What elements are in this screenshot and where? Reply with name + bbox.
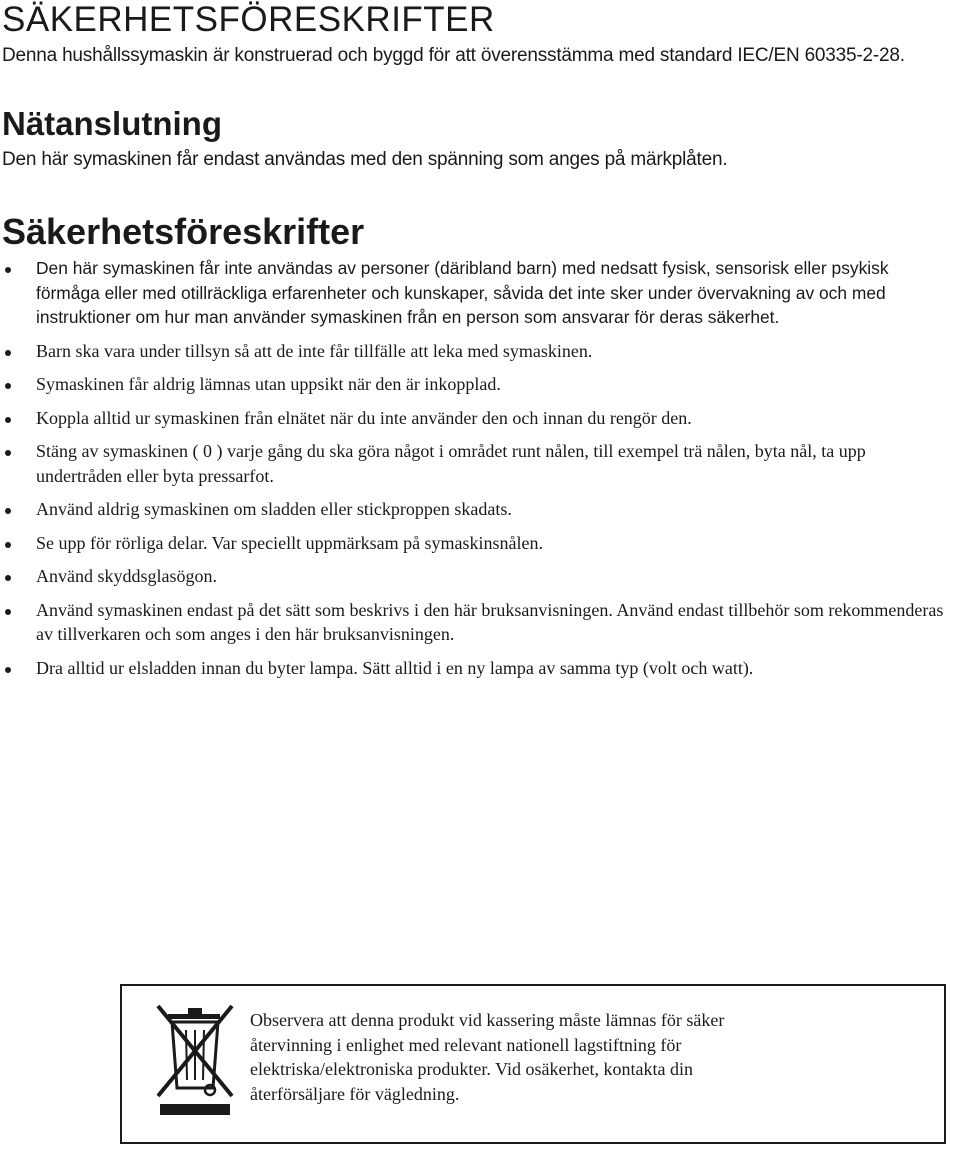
safety-list [0,256,950,689]
safety-item [0,497,950,522]
bullet-icon [5,667,11,673]
bullet-icon [5,508,11,514]
safety-heading: Säkerhetsföreskrifter [2,211,365,252]
bullet-icon [5,609,11,615]
recycling-notice [120,984,946,1144]
safety-item [0,564,950,589]
safety-item-text: Stäng av symaskinen ( 0 ) varje gång du ska göra något i området runt nålen, till exempel trä nålen, byta nål, ta upp undertråden eller byta pressarfot. [36,441,866,486]
bullet-icon [5,450,11,456]
safety-item-text: Använd skyddsglasögon. [36,566,217,586]
safety-item [0,439,950,488]
safety-item-text: Barn ska vara under tillsyn så att de inte får tillfälle att leka med symaskinen. [36,340,593,361]
bullet-icon [5,417,11,423]
recycling-text: Observera att denna produkt vid kassering måste lämnas för säker återvinning i enlighet med relevant nationell lagstiftning för elektriska/elektroniska produkter. Vid osäkerhet, kontakta din återförsäljare för vägledning. [250,1010,725,1104]
bullet-icon [5,575,11,581]
safety-item [0,372,950,397]
safety-item-text: Dra alltid ur elsladden innan du byter lampa. Sätt alltid i en ny lampa av samma typ (volt och watt). [36,657,754,678]
safety-item-text: Se upp för rörliga delar. Var speciellt uppmärksam på symaskinsnålen. [36,532,544,553]
bullet-icon [5,350,11,356]
safety-item [0,598,950,647]
bullet-icon [5,542,11,548]
bullet-icon [5,267,11,273]
safety-item [0,339,950,364]
safety-item-text: Symaskinen får aldrig lämnas utan uppsikt när den är inkopplad. [36,374,501,394]
safety-item [0,406,950,431]
bullet-icon [5,383,11,389]
network-heading: Nätanslutning [2,105,222,142]
safety-item [0,256,950,330]
safety-item-text: Använd aldrig symaskinen om sladden eller stickproppen skadats. [36,499,512,519]
intro-text: Denna hushållssymaskin är konstruerad och byggd för att överensstämma med standard IEC/EN 60335-2-28. [2,45,905,66]
safety-item [0,656,950,681]
safety-item-text: Den här symaskinen får inte användas av personer (däribland barn) med nedsatt fysisk, sensorisk eller psykisk förmåga eller med otillräckliga erfarenheter och kunskaper, såvida det inte sker under övervakning av och med instruktioner om hur man använder symaskinen från en person som ansvarar för deras säkerhet. [36,258,889,327]
safety-item-text: Använd symaskinen endast på det sätt som beskrivs i den här bruksanvisningen. Använd endast tillbehör som rekommenderas av tillverkaren och som anges i den här bruksanvisningen. [36,599,944,644]
crossed-out-wheelie-bin-icon [150,1000,240,1120]
safety-item [0,531,950,556]
page-title: SÄKERHETSFÖRESKRIFTER [2,0,495,39]
network-text: Den här symaskinen får endast användas med den spänning som anges på märkplåten. [2,149,728,170]
safety-item-text: Koppla alltid ur symaskinen från elnätet när du inte använder den och innan du rengör den. [36,407,692,428]
